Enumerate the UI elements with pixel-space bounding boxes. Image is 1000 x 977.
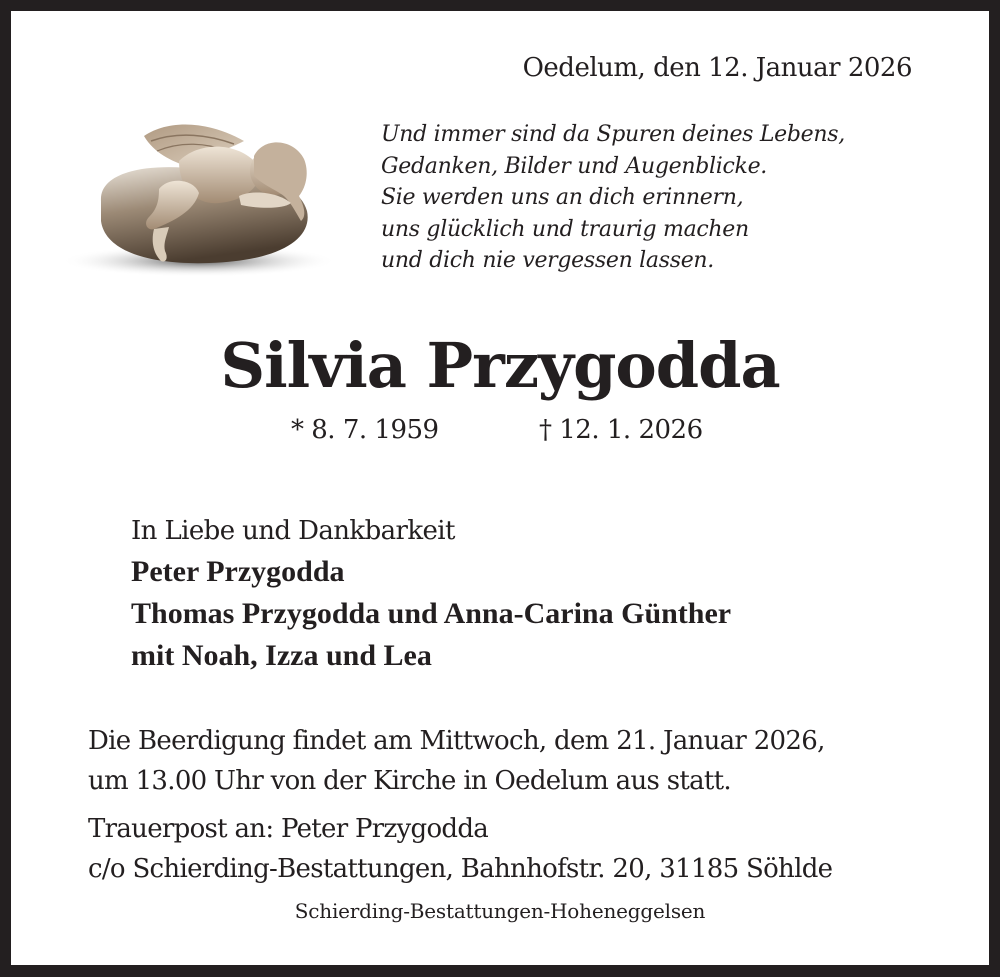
- poem: [381, 119, 845, 277]
- mourner-name: Peter Przygodda: [131, 555, 345, 588]
- funeral-line: um 13.00 Uhr von der Kirche in Oedelum aus statt.: [88, 766, 731, 796]
- mail-line: c/o Schierding-Bestattungen, Bahnhofstr. 20, 31185 Söhlde: [88, 854, 833, 884]
- obituary-notice: [11, 11, 989, 965]
- mourner-name: Thomas Przygodda und Anna-Carina Günther: [131, 597, 732, 630]
- poem-line: Und immer sind da Spuren deines Lebens,: [381, 122, 845, 147]
- poem-line: uns glücklich und traurig machen: [381, 216, 749, 242]
- angel-figurine-image: [59, 111, 341, 281]
- deceased-name: Silvia Przygodda: [220, 329, 780, 402]
- funeral-info: [88, 721, 825, 801]
- mail-line: Trauerpost an: Peter Przygodda: [88, 814, 489, 844]
- poem-line: Gedanken, Bilder und Augenblicke.: [381, 153, 767, 179]
- poem-line: und dich nie vergessen lassen.: [381, 248, 714, 273]
- mourners-intro: In Liebe und Dankbarkeit: [131, 516, 455, 546]
- mourner-name: mit Noah, Izza und Lea: [131, 639, 432, 672]
- place-date: Oedelum, den 12. Januar 2026: [522, 53, 912, 83]
- condolence-mail-address: [88, 809, 832, 889]
- funeral-line: Die Beerdigung findet am Mittwoch, dem 21. Januar 2026,: [88, 726, 825, 756]
- undertaker-name: Schierding-Bestattungen-Hoheneggelsen: [294, 899, 706, 923]
- death-date: † 12. 1. 2026: [539, 415, 703, 445]
- mourners-block: [131, 511, 731, 677]
- poem-line: Sie werden uns an dich erinnern,: [381, 185, 744, 210]
- birth-date: * 8. 7. 1959: [291, 415, 439, 445]
